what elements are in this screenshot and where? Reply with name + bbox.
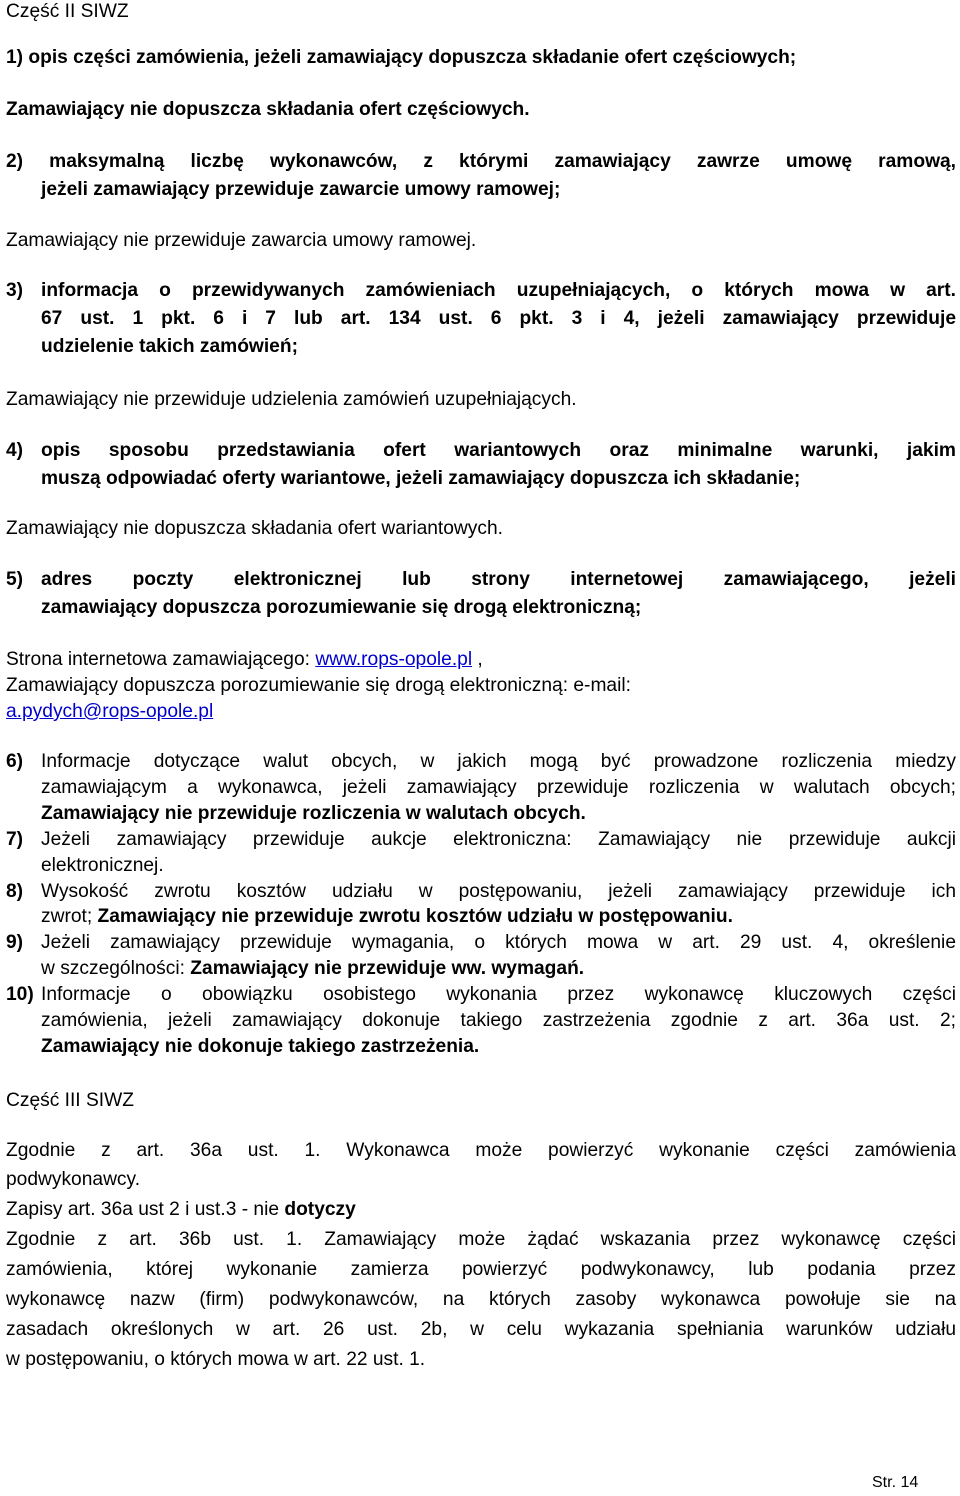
section-1-question: 1) opis części zamówienia, jeżeli zamawiający dopuszcza składanie ofert częściowych; [6, 47, 797, 68]
section-6-line-1: Informacje dotyczące walut obcych, w jakich mogą być prowadzone rozliczenia miedzy [41, 751, 956, 772]
section-3-answer: Zamawiający nie przewiduje udzielenia zamówień uzupełniających. [6, 389, 577, 410]
section-10-line-2: zamówienia, jeżeli zamawiający dokonuje takiego zastrzeżenia zgodnie z art. 36a ust. 2; [41, 1010, 956, 1031]
part3-line-8: w postępowaniu, o których mowa w art. 22 ust. 1. [6, 1349, 426, 1370]
section-6-number: 6) [6, 751, 24, 772]
section-8-line-2-text: zwrot; [41, 906, 98, 927]
website-link[interactable]: www.rops-opole.pl [315, 649, 473, 670]
section-9-line-2-text: w szczególności: [41, 958, 191, 979]
section-9-line-1: Jeżeli zamawiający przewiduje wymagania, o których mowa w art. 29 ust. 4, określenie [41, 932, 956, 953]
section-9-number: 9) [6, 932, 24, 953]
section-5-number: 5) [6, 569, 24, 590]
section-10-number: 10) [6, 984, 34, 1005]
section-8-answer: Zamawiający nie przewiduje zwrotu kosztów udziału w postępowaniu. [97, 906, 733, 927]
part2-heading: Część II SIWZ [6, 1, 129, 22]
section-4-question-line-2: muszą odpowiadać oferty wariantowe, jeżeli zamawiający dopuszcza ich składanie; [41, 468, 801, 489]
email-link[interactable]: a.pydych@rops-opole.pl [6, 701, 214, 722]
section-3-question-line-1: informacja o przewidywanych zamówieniach uzupełniających, o których mowa w art. [41, 280, 956, 301]
part3-heading: Część III SIWZ [6, 1090, 134, 1111]
section-10-answer: Zamawiający nie dokonuje takiego zastrzeżenia. [41, 1036, 480, 1057]
part3-line-6: wykonawcę nazw (firm) podwykonawców, na których zasoby wykonawca powołuje sie na [6, 1289, 956, 1310]
part3-line-2: podwykonawcy. [6, 1169, 141, 1190]
section-2-question-line-2: jeżeli zamawiający przewiduje zawarcie umowy ramowej; [41, 179, 561, 200]
section-7-line-2: elektronicznej. [41, 855, 164, 876]
section-8-number: 8) [6, 881, 24, 902]
part3-line-3-bold: dotyczy [284, 1199, 356, 1220]
section-1-answer: Zamawiający nie dopuszcza składania ofert częściowych. [6, 99, 530, 120]
section-8-line-1: Wysokość zwrotu kosztów udziału w postępowaniu, jeżeli zamawiający przewiduje ich [41, 881, 956, 902]
section-3-question-line-3: udzielenie takich zamówień; [41, 336, 298, 357]
section-5-question-line-1: adres poczty elektronicznej lub strony internetowej zamawiającego, jeżeli [41, 569, 956, 590]
section-10-line-1: Informacje o obowiązku osobistego wykonania przez wykonawcę kluczowych części [41, 984, 956, 1005]
section-7-line-1: Jeżeli zamawiający przewiduje aukcje elektroniczna: Zamawiający nie przewiduje aukcji [41, 829, 956, 850]
part3-line-1: Zgodnie z art. 36a ust. 1. Wykonawca może powierzyć wykonanie części zamówienia [6, 1140, 956, 1161]
section-2-answer: Zamawiający nie przewiduje zawarcia umowy ramowej. [6, 230, 477, 251]
section-9-answer: Zamawiający nie przewiduje ww. wymagań. [190, 958, 585, 979]
website-suffix: , [472, 649, 483, 670]
page-number: Str. 14 [872, 1474, 919, 1491]
email-line [6, 700, 213, 724]
section-3-number: 3) [6, 280, 24, 301]
website-line [6, 648, 483, 672]
section-6-answer: Zamawiający nie przewiduje rozliczenia w walutach obcych. [41, 803, 586, 824]
part3-line-5: zamówienia, której wykonanie zamierza powierzyć podwykonawcy, lub podania przez [6, 1259, 956, 1280]
email-label: Zamawiający dopuszcza porozumiewanie się drogą elektroniczną: e-mail: [6, 675, 631, 696]
section-4-answer: Zamawiający nie dopuszcza składania ofert wariantowych. [6, 518, 503, 539]
section-2-question-line-1: 2) maksymalną liczbę wykonawców, z którymi zamawiający zawrze umowę ramową, [6, 151, 956, 172]
section-6-line-2: zamawiającym a wykonawca, jeżeli zamawiający przewiduje rozliczenia w walutach obcych; [41, 777, 956, 798]
website-label: Strona internetowa zamawiającego: [6, 649, 316, 670]
part3-line-3-text: Zapisy art. 36a ust 2 i ust.3 - nie [6, 1199, 285, 1220]
section-3-question-line-2: 67 ust. 1 pkt. 6 i 7 lub art. 134 ust. 6 pkt. 3 i 4, jeżeli zamawiający przewiduje [41, 308, 956, 329]
part3-line-4: Zgodnie z art. 36b ust. 1. Zamawiający może żądać wskazania przez wykonawcę części [6, 1229, 956, 1250]
section-9-line-2 [41, 957, 584, 981]
section-4-question-line-1: opis sposobu przedstawiania ofert wariantowych oraz minimalne warunki, jakim [41, 440, 956, 461]
section-8-line-2 [41, 905, 733, 929]
section-7-number: 7) [6, 829, 24, 850]
section-4-number: 4) [6, 440, 24, 461]
section-5-question-line-2: zamawiający dopuszcza porozumiewanie się drogą elektroniczną; [41, 597, 642, 618]
part3-line-7: zasadach określonych w art. 26 ust. 2b, w celu wykazania spełniania warunków udziału [6, 1319, 956, 1340]
part3-line-3 [6, 1198, 356, 1222]
